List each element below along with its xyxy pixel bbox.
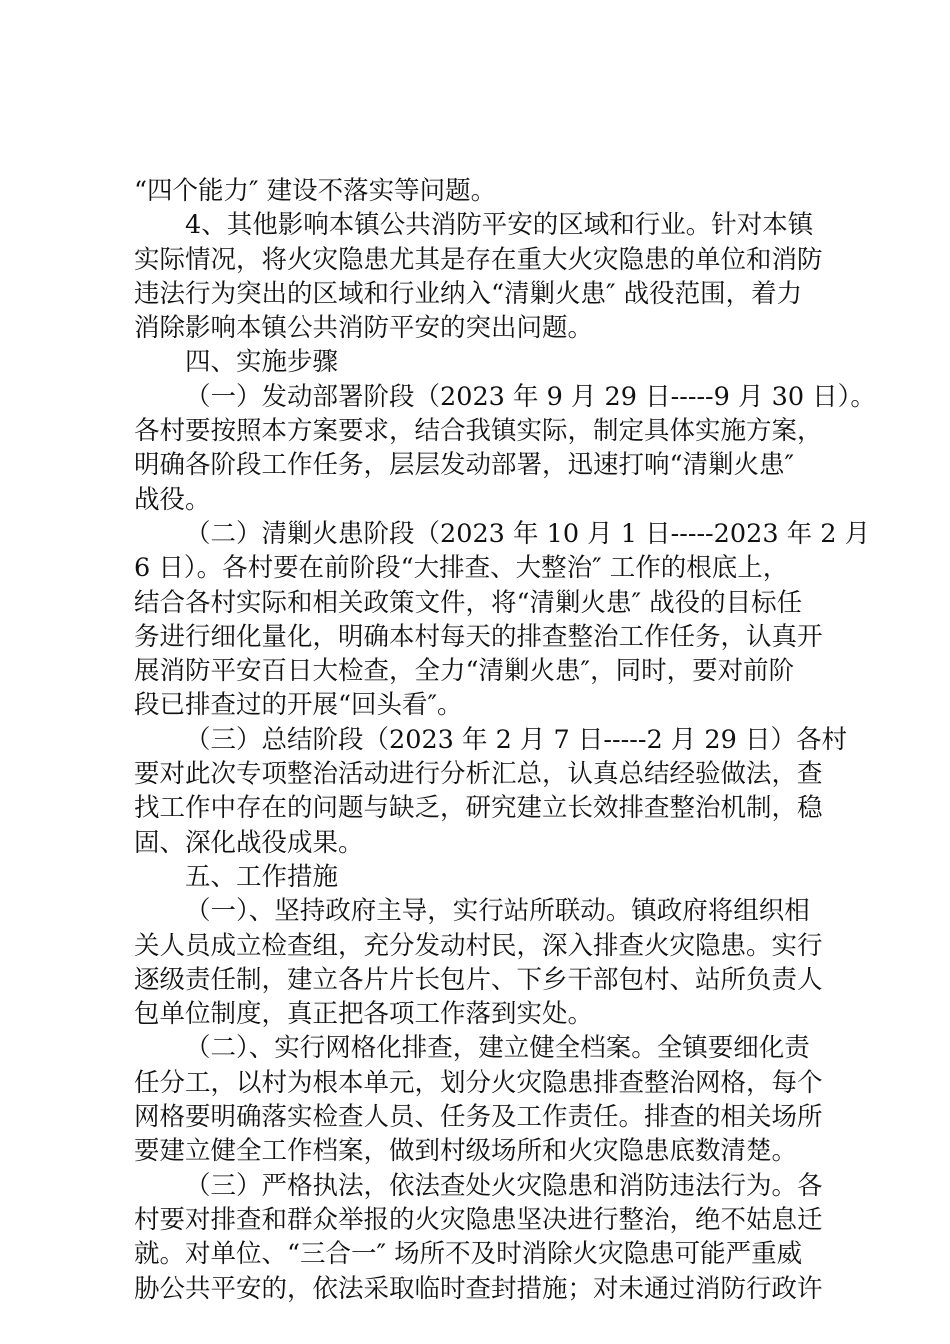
text-line: 村要对排查和群众举报的火灾隐患坚决进行整治，绝不姑息迁 <box>134 1204 823 1235</box>
text-line: 段已排查过的开展“回头看″。 <box>134 690 463 721</box>
text-line: 网格要明确落实检查人员、任务及工作责任。排查的相关场所 <box>134 1102 823 1133</box>
text-line: （一）发动部署阶段（2023 年 9 月 29 日-----9 月 30 日）。 <box>185 381 876 412</box>
text-line: 务进行细化量化，明确本村每天的排查整治工作任务，认真开 <box>134 621 823 652</box>
text-line: （二）、实行网格化排查，建立健全档案。全镇要细化责 <box>185 1033 810 1064</box>
text-line: 实际情况，将火灾隐患尤其是存在重大火灾隐患的单位和消防 <box>134 244 823 275</box>
document-body <box>134 174 876 1306</box>
text-line: 4、其他影响本镇公共消防平安的区域和行业。针对本镇 <box>185 210 814 241</box>
text-line: 要建立健全工作档案，做到村级场所和火灾隐患底数清楚。 <box>134 1136 798 1167</box>
text-line: 逐级责任制，建立各片片长包片、下乡干部包村、站所负责人 <box>134 964 823 995</box>
text-line: 固、深化战役成果。 <box>134 827 364 858</box>
text-line: 展消防平安百日大检查，全力“清剿火患″，同时，要对前阶 <box>134 656 795 687</box>
text-line: 各村要按照本方案要求，结合我镇实际，制定具体实施方案， <box>134 416 823 447</box>
text-line: 五、工作措施 <box>185 861 339 892</box>
text-line: “四个能力″ 建设不落实等问题。 <box>134 176 497 206</box>
text-line: 违法行为突出的区域和行业纳入“清剿火患″ 战役范围，着力 <box>134 278 803 309</box>
text-line: 关人员成立检查组，充分发动村民，深入排查火灾隐患。实行 <box>134 930 823 961</box>
text-line: 四、实施步骤 <box>185 347 339 378</box>
text-line: 找工作中存在的问题与缺乏，研究建立长效排查整治机制，稳 <box>134 793 823 824</box>
text-line: （三）总结阶段（2023 年 2 月 7 日-----2 月 29 日）各村 <box>185 724 847 755</box>
text-line: 6 日）。各村要在前阶段“大排查、大整治″ 工作的根底上， <box>134 553 789 584</box>
text-line: 结合各村实际和相关政策文件，将“清剿火患″ 战役的目标任 <box>134 587 803 618</box>
text-line: （二）清剿火患阶段（2023 年 10 月 1 日-----2023 年 2 月 <box>185 518 871 549</box>
text-line: 就。对单位、“三合一″ 场所不及时消除火灾隐患可能严重威 <box>134 1239 803 1270</box>
text-line: 要对此次专项整治活动进行分析汇总，认真总结经验做法，查 <box>134 759 823 790</box>
text-line: 包单位制度，真正把各项工作落到实处。 <box>134 999 594 1030</box>
text-line: 明确各阶段工作任务，层层发动部署，迅速打响“清剿火患″ <box>134 450 795 481</box>
text-line: （一）、坚持政府主导，实行站所联动。镇政府将组织相 <box>185 896 810 927</box>
text-line: （三）严格执法，依法查处火灾隐患和消防违法行为。各 <box>185 1170 823 1201</box>
text-line: 任分工，以村为根本单元，划分火灾隐患排查整治网格，每个 <box>134 1067 823 1098</box>
text-line: 消除影响本镇公共消防平安的突出问题。 <box>134 313 594 344</box>
text-line: 战役。 <box>134 484 211 515</box>
text-line: 胁公共平安的，依法采取临时查封措施；对未通过消防行政许 <box>134 1273 823 1304</box>
